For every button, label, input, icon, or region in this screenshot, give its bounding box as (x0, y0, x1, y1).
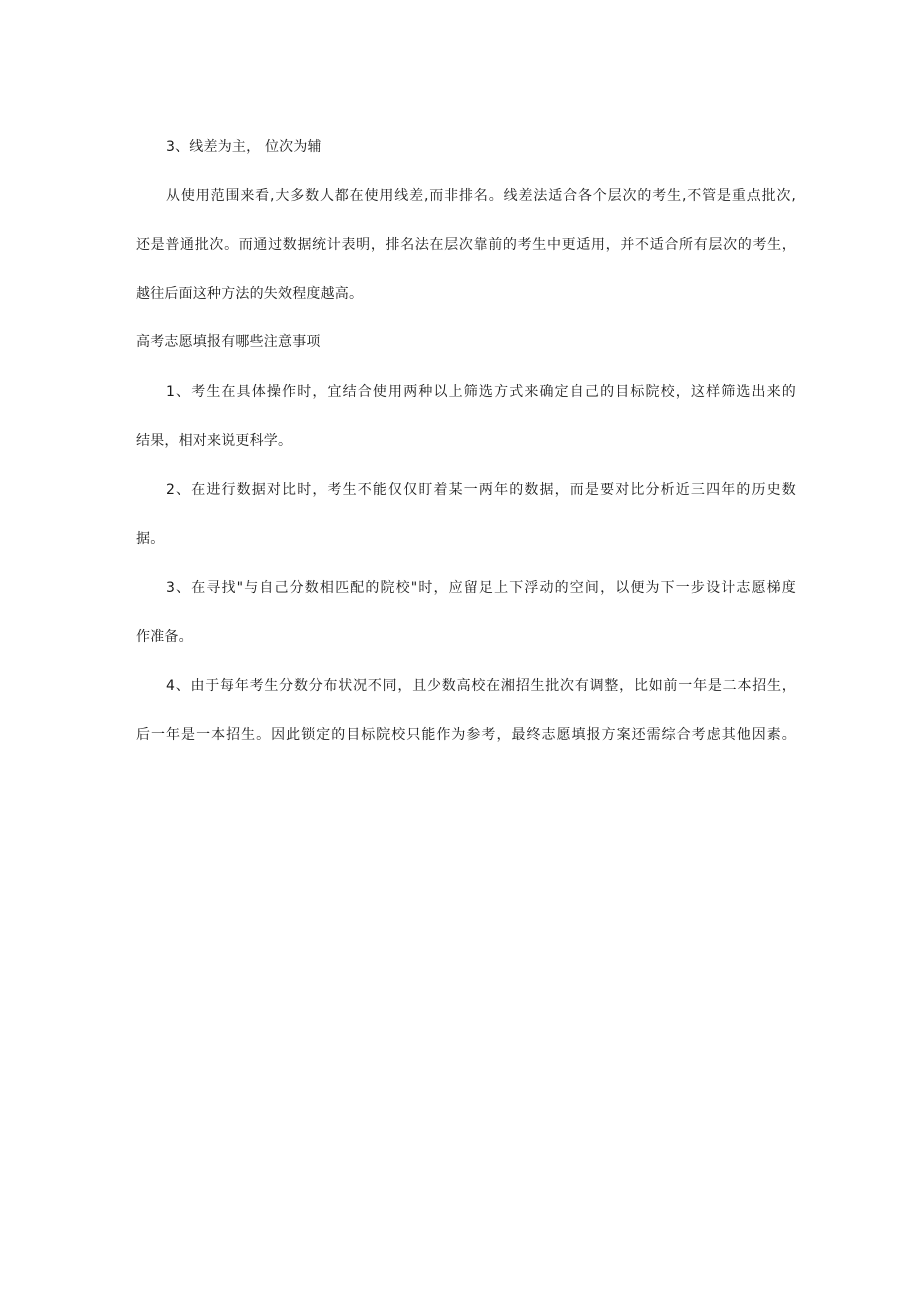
note-3-line-1: 3、在寻找"与自己分数相匹配的院校"时，应留足上下浮动的空间，以便为下一步设计志愿梯度 (166, 580, 796, 596)
section-3-paragraph-line-3: 越往后面这种方法的失效程度越高。 (136, 286, 364, 302)
section-3-paragraph-line-1: 从使用范围来看,大多数人都在使用线差,而非排名。线差法适合各个层次的考生,不管是重点批次, (166, 188, 796, 204)
note-2-line-1: 2、在进行数据对比时，考生不能仅仅盯着某一两年的数据，而是要对比分析近三四年的历史数 (166, 482, 796, 498)
note-3-line-2: 作准备。 (136, 629, 193, 645)
note-1-line-2: 结果，相对来说更科学。 (136, 433, 293, 449)
note-2-line-2: 据。 (136, 531, 165, 547)
section-3-paragraph-line-2: 还是普通批次。而通过数据统计表明，排名法在层次靠前的考生中更适用，并不适合所有层次的考生， (136, 237, 796, 253)
notes-title: 高考志愿填报有哪些注意事项 (136, 334, 321, 350)
section-3-heading: 3、线差为主， 位次为辅 (166, 139, 322, 155)
note-4-line-1: 4、由于每年考生分数分布状况不同，且少数高校在湘招生批次有调整，比如前一年是二本招生， (166, 678, 796, 694)
note-1-line-1: 1、考生在具体操作时，宜结合使用两种以上筛选方式来确定自己的目标院校，这样筛选出来的 (166, 384, 796, 400)
note-4-line-2: 后一年是一本招生。因此锁定的目标院校只能作为参考，最终志愿填报方案还需综合考虑其他因素。 (136, 727, 796, 743)
